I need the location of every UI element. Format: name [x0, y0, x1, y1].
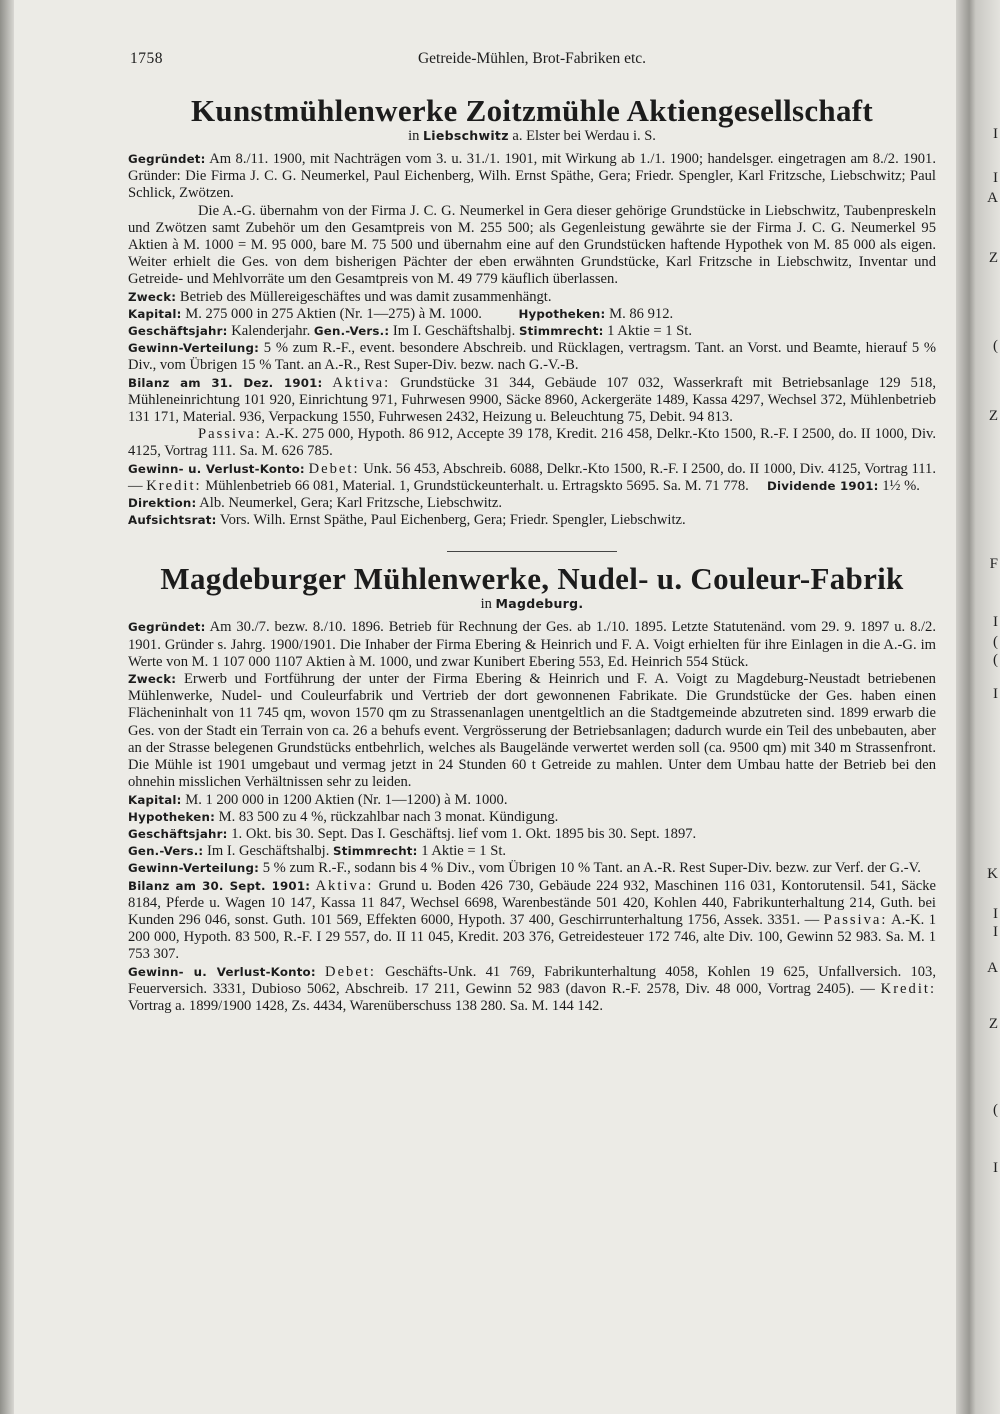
- entry-key: Geschäftsjahr:: [128, 826, 228, 841]
- document-page: [128, 46, 936, 1015]
- entry-text: M. 83 500 zu 4 %, rückzahlbar nach 3 monat. Kündigung.: [218, 808, 559, 825]
- entry-text: Alb. Neumerkel, Gera; Karl Fritzsche, Liebschwitz.: [199, 495, 502, 512]
- entry-history: Die A.-G. übernahm von der Firma J. C. G. Neumerkel in Gera dieser gehörige Grundstücke in Liebschwitz, Taubenpreskeln und Zwötzen samt Zubehör um den Gesamtpreis von M. 255 500; als Gegenleistung gewährte sie der Firma J. C. G. Neumerkel 95 Aktien à M. 1000 = M. 95 000, bare M. 75 500 und übernahm eine auf den Grundstücken haftende Hypothek von M. 85 000 als eigen. Weiter erhielt die Ges. von dem bisherigen Pächter der eben erwähnten Grundstücke, Karl Fritzsche in Liebschwitz, Inventar und Getreide- und Mehlvorräte um den Gesamtpreis von M. 49 779 käuflich überlassen.: [128, 202, 936, 288]
- margin-letter: I: [993, 906, 998, 922]
- entry-key: Zweck:: [128, 672, 177, 687]
- entry-key: Gegründet:: [128, 620, 206, 635]
- entry-geschaeftsjahr: [128, 826, 936, 843]
- entry-text: M. 86 912.: [609, 305, 674, 322]
- entry-text: Geschäfts-Unk. 41 769, Fabrikunterhaltung 4058, Kohlen 19 625, Unfallversich. 103, Feuerversich. 3331, Dubioso 5062, Abschreib. 17 211, Gewinn 52 983 (davon R.-F. 2578, Div. 48 000, Vortrag 2405). —: [128, 963, 936, 997]
- company-title: Magdeburger Mühlenwerke, Nudel- u. Couleur-Fabrik: [160, 561, 904, 597]
- entry-text: Grund u. Boden 426 730, Gebäude 224 932, Maschinen 116 031, Kontorutensil. 541, Säcke 8184, Pferde u. Wagen 10 147, Kassa 11 847, Wechsel 6698, Warenbestände 501 420, Kohlen 440, Fabrikunterhaltung 214, Guth. bei Kunden 296 046, sonst. Guth. 101 569, Effekten 6000, Hypoth. 37 400, Geschirrunterhaltung 1756, Assek. 3351. —: [128, 877, 937, 928]
- entry-text: 5 % zum R.-F., event. besondere Abschreib. und Rücklagen, vertragsm. Tant. an Vorst. und Beamte, hierauf 5 % Div., vom Übrigen 15 % Tant. an A.-R., Rest Super-Div. bezw. nach G.-V.-B.: [128, 340, 936, 374]
- margin-letters: [984, 0, 998, 1414]
- entry-text: 5 % zum R.-F., sodann bis 4 % Div., vom Übrigen 10 % Tant. an A.-R. Rest Super-Div. bezw. zur Verf. der G.-V.: [262, 860, 921, 877]
- entry-passiva: [128, 426, 936, 460]
- entry-key: Stimmrecht:: [333, 844, 418, 859]
- entry-zweck: [128, 671, 936, 791]
- page-number: 1758: [130, 50, 163, 67]
- aktiva-label: Aktiva:: [315, 877, 374, 894]
- location-suffix: a. Elster bei Werdau i. S.: [512, 128, 656, 144]
- entry-text: Erwerb und Fortführung der unter der Firma Ebering & Heinrich und F. A. Voigt zu Magdeburg-Neustadt betriebenen Mühlenwerke, Nudel- und Couleurfabrik und Vertrieb der dort gewonnenen Fabrikate. Die Grundstücke der Ges. haben einen Flächeninhalt von 11 745 qm, wovon 1570 qm zu Strassenanlagen unentgeltlich an die Stadtgemeinde abzutreten sind. 1899 erwarb die Ges. von der Stadt ein Terrain von ca. 26 a behufs event. Vergrösserung der Betriebsanlagen; dadurch wurde ein Teil des unbebauten, aber an der Strasse belegenen Grundstücks entbehrlich, welches als Baugelände verwertet werden soll (ca. 9500 qm) mit 340 m Strassenfront. Die Mühle ist 1901 umgebaut und vermag jetzt in 24 Stunden 60 t Getreide zu mahlen. Unter dem Umbau hatte der Betrieb bei den ohnehin misslichen Verhältnissen sehr zu leiden.: [128, 671, 936, 791]
- margin-letter: (: [993, 338, 998, 354]
- kredit-label: Kredit:: [880, 980, 936, 997]
- entry-zweck: [128, 289, 936, 306]
- entry-text: Am 8./11. 1900, mit Nachträgen vom 3. u. 31./1. 1901, mit Wirkung ab 1./1. 1900; handelsger. eingetragen am 8./2. 1901. Gründer: Die Firma J. C. G. Neumerkel, Paul Eichenberg, Wilh. Ernst Späthe, Gera; Friedr. Spengler, Karl Fritzsche, Liebschwitz; Paul Schlick, Zwötzen.: [128, 151, 937, 202]
- entry-key: Bilanz am 30. Sept. 1901:: [128, 878, 311, 893]
- entry-text: Am 30./7. bezw. 8./10. 1896. Betrieb für Rechnung der Ges. ab 1./10. 1895. Letzte Statutenänd. vom 29. 9. 1897 u. 8./2. 1901. Gründer s. Jahrg. 1900/1901. Die Inhaber der Firma Ebering & Heinrich und F. A. Voigt erhielten für ihre Einlagen in die A.-G. im Werte von M. 1 107 000 1107 Aktien à M. 1000, und zwar Kunibert Ebering 553, Ed. Heinrich 554 Stück.: [128, 619, 936, 670]
- entry-key: Hypotheken:: [518, 306, 606, 321]
- margin-letter: I: [993, 126, 998, 142]
- entry-key: Dividende 1901:: [767, 478, 879, 493]
- entry-key: Kapital:: [128, 306, 182, 321]
- entry-text: 1 Aktie = 1 St.: [607, 323, 692, 340]
- entry-text: Vortrag a. 1899/1900 1428, Zs. 4434, Warenüberschuss 138 280. Sa. M. 144 142.: [128, 997, 603, 1014]
- passiva-label: Passiva:: [198, 426, 262, 443]
- entry-key: Gen.-Vers.:: [313, 324, 390, 339]
- entry-direktion: [128, 495, 936, 512]
- margin-letter: (: [993, 1102, 998, 1118]
- entry-key: Hypotheken:: [128, 809, 215, 824]
- entry-text: Vors. Wilh. Ernst Späthe, Paul Eichenberg, Gera; Friedr. Spengler, Liebschwitz.: [219, 512, 686, 529]
- debet-label: Debet:: [308, 460, 360, 477]
- location-city: Magdeburg.: [495, 596, 584, 612]
- aktiva-label: Aktiva:: [332, 374, 391, 391]
- page-header: [128, 46, 936, 72]
- entry-key: Gegründet:: [128, 152, 206, 166]
- location-city: Liebschwitz: [422, 128, 509, 143]
- entry-text: M. 1 200 000 in 1200 Aktien (Nr. 1—1200) à M. 1000.: [185, 791, 508, 808]
- location-prefix: in: [408, 128, 420, 144]
- entry-key: Aufsichtsrat:: [128, 513, 217, 528]
- margin-letter: I: [993, 924, 998, 940]
- entry-text: Im I. Geschäftshalbj.: [392, 323, 516, 340]
- location-prefix: in: [480, 596, 492, 613]
- company-location: [128, 128, 936, 145]
- entry-gewinn-verteilung: [128, 860, 936, 877]
- entry-text: A.-K. 1 200 000, Hypoth. 83 500, R.-F. I 29 557, do. II 11 045, Kredit. 203 376, Getreidesteuer 172 746, alte Div. 100, Gewinn 52 983. Sa. M. 1 753 307.: [128, 911, 936, 963]
- entry-text: Kalenderjahr.: [231, 323, 311, 340]
- entry-text: A.-K. 275 000, Hypoth. 86 912, Accepte 39 178, Kredit. 216 458, Delkr.-Kto 1500, R.-F. I 2500, do. II 1000, Div. 4125, Vortrag 111. Sa. M. 626 785.: [128, 426, 937, 460]
- entry-key: Direktion:: [128, 496, 197, 511]
- margin-letter: (: [993, 634, 998, 650]
- margin-letter: K: [987, 866, 998, 882]
- company-location: [128, 596, 936, 613]
- margin-letter: A: [987, 190, 998, 206]
- entry-text: 1. Okt. bis 30. Sept. Das I. Geschäftsj. lief vom 1. Okt. 1895 bis 30. Sept. 1897.: [231, 825, 697, 842]
- debet-label: Debet:: [325, 963, 376, 980]
- entry-key: Geschäftsjahr:: [128, 324, 228, 339]
- entry-kapital: [128, 306, 936, 323]
- margin-letter: Z: [988, 408, 998, 424]
- margin-letter: I: [993, 1160, 998, 1176]
- entry-genvers: [128, 843, 936, 860]
- company-entry-magdeburger: [128, 562, 936, 1015]
- entry-gewinn-verlust: [128, 964, 936, 1016]
- kredit-label: Kredit:: [146, 477, 202, 494]
- entry-bilanz: [128, 878, 936, 964]
- margin-letter: I: [993, 686, 998, 702]
- entry-gegruendet: [128, 619, 936, 671]
- entry-key: Gen.-Vers.:: [128, 844, 204, 859]
- entry-key: Gewinn-Verteilung:: [128, 861, 260, 876]
- margin-letter: Z: [988, 250, 998, 266]
- entry-kapital: [128, 792, 936, 809]
- entry-text: Grundstücke 31 344, Gebäude 107 032, Wasserkraft mit Betriebsanlage 129 518, Mühleneinrichtung 101 920, Einrichtung 971, Fuhrwesen 9900, Säcke 8960, Ackergeräte 1489, Kassa 4297, Wechsel 372, Mühlenbetrieb 131 171, Material. 936, Verpackung 1550, Fuhrwesen 2432, Heizung u. Beleuchtung 75, Debit. 94 813.: [128, 374, 936, 426]
- entry-key: Kapital:: [128, 792, 182, 807]
- entry-key: Gewinn- u. Verlust-Konto:: [128, 461, 305, 476]
- company-entry-zoitzmuehle: [128, 94, 936, 529]
- entry-gewinn-verteilung: [128, 340, 936, 374]
- entry-geschaeftsjahr: [128, 323, 936, 340]
- section-divider: [447, 551, 617, 552]
- entry-key: Zweck:: [128, 289, 177, 304]
- entry-gewinn-verlust: [128, 461, 936, 495]
- margin-letter: F: [989, 556, 998, 572]
- entry-text: Unk. 56 453, Abschreib. 6088, Delkr.-Kto 1500, R.-F. I 2500, do. II 1000, Div. 4125, Vortrag 111. —: [128, 460, 936, 494]
- entry-hypotheken: [128, 809, 936, 826]
- entry-text: Im I. Geschäftshalbj.: [206, 843, 330, 860]
- margin-letter: I: [993, 170, 998, 186]
- entry-key: Gewinn- u. Verlust-Konto:: [128, 964, 316, 979]
- entry-text: M. 275 000 in 275 Aktien (Nr. 1—275) à M. 1000.: [185, 305, 482, 322]
- entry-text: 1½ %.: [882, 477, 920, 494]
- entry-key: Gewinn-Verteilung:: [128, 341, 260, 356]
- scan-edge-left: [0, 0, 14, 1414]
- entry-text: Betrieb des Müllereigeschäftes und was damit zusammenhängt.: [179, 288, 552, 305]
- entry-aufsichtsrat: [128, 512, 936, 529]
- passiva-label: Passiva:: [823, 911, 888, 928]
- entry-gegruendet: [128, 151, 936, 203]
- company-title: Kunstmühlenwerke Zoitzmühle Aktiengesellschaft: [190, 93, 874, 128]
- margin-letter: Z: [988, 1016, 998, 1032]
- margin-letter: A: [987, 960, 998, 976]
- entry-text: 1 Aktie = 1 St.: [421, 843, 507, 860]
- entry-bilanz: [128, 375, 936, 427]
- margin-letter: I: [993, 614, 998, 630]
- margin-letter: (: [993, 652, 998, 668]
- entry-key: Bilanz am 31. Dez. 1901:: [128, 375, 323, 390]
- entry-text: Mühlenbetrieb 66 081, Material. 1, Grundstückeunterhalt. u. Ertragskto 5695. Sa. M. 71 778.: [205, 477, 749, 494]
- running-title: Getreide-Mühlen, Brot-Fabriken etc.: [417, 50, 647, 67]
- entry-key: Stimmrecht:: [518, 324, 604, 339]
